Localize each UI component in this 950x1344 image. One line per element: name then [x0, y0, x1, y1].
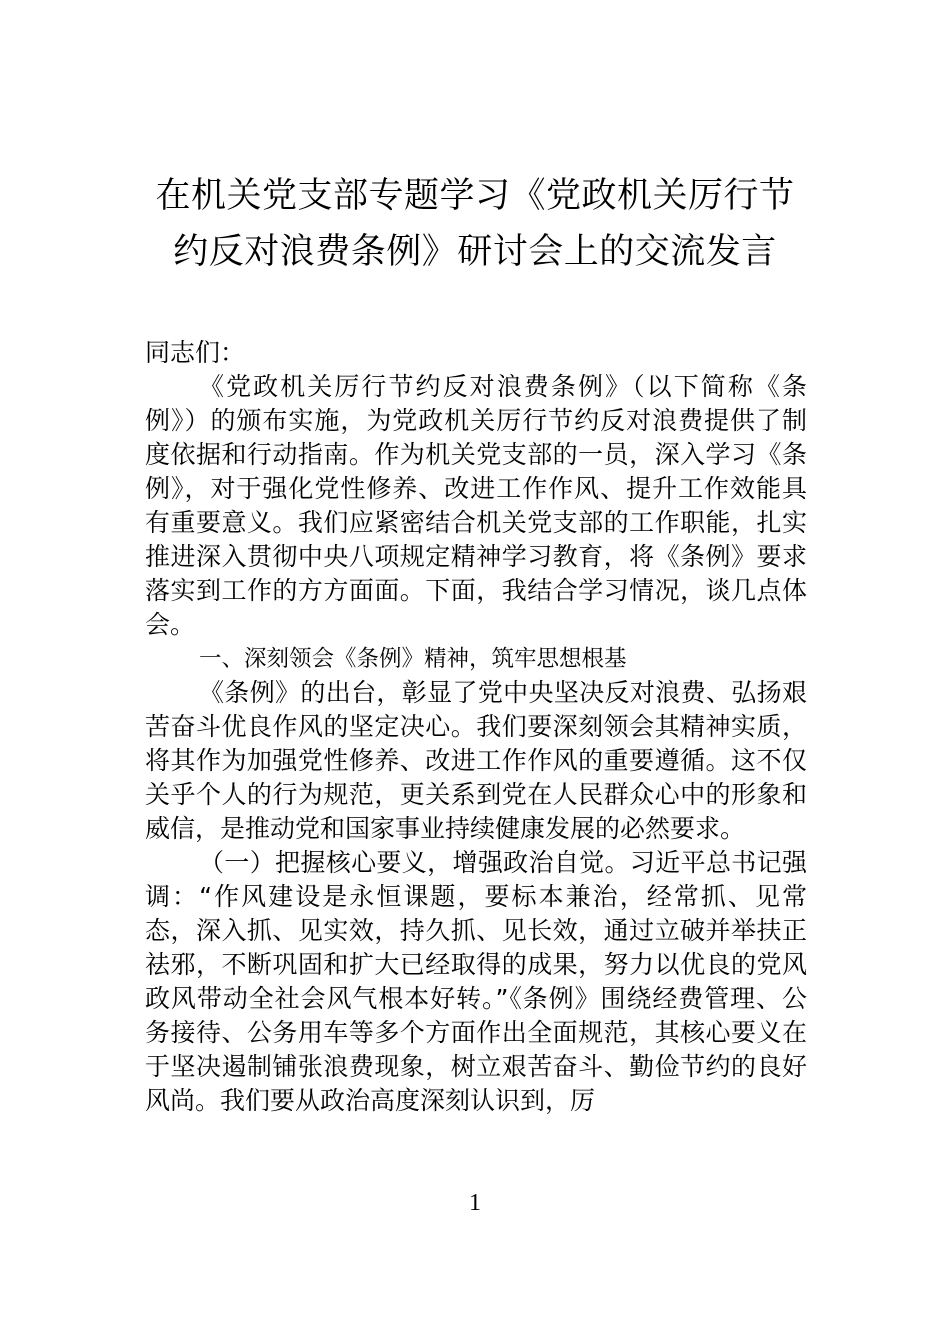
paragraph-subsection-1: （一）把握核心要义，增强政治自觉。习近平总书记强调：“作风建设是永恒课题，要标本兼治，经常抓、见常态，深入抓、见实效，持久抓、见长效，通过立破并举扶正祛邪，不断巩固和扩大已经取得的成果，努力以优良的党风政风带动全社会风气根本好转。”《条例》围绕经费管理、公务接待、公务用车等多个方面作出全面规范，其核心要义在于坚决遏制铺张浪费现象，树立艰苦奋斗、勤俭节约的良好风尚。我们要从政治高度深刻认识到，厉 [145, 848, 807, 1115]
title-line-1: 在机关党支部专题学习《党政机关厉行节 [155, 176, 795, 216]
paragraph-intro: 《党政机关厉行节约反对浪费条例》（以下简称《条例》）的颁布实施，为党政机关厉行节约反对浪费提供了制度依据和行动指南。作为机关党支部的一员，深入学习《条例》，对于强化党性修养、改进工作作风、提升工作效能具有重要意义。我们应紧密结合机关党支部的工作职能，扎实推进深入贯彻中央八项规定精神学习教育，将《条例》要求落实到工作的方方面面。下面，我结合学习情况，谈几点体会。 [145, 372, 807, 639]
paragraph-section-1: 《条例》的出台，彰显了党中央坚决反对浪费、弘扬艰苦奋斗优良作风的坚定决心。我们要深刻领会其精神实质，将其作为加强党性修养、改进工作作风的重要遵循。这不仅关乎个人的行为规范，更关系到党在人民群众心中的形象和威信，是推动党和国家事业持续健康发展的必然要求。 [145, 678, 807, 843]
salutation: 同志们： [145, 338, 246, 367]
page-number: 1 [469, 1190, 481, 1216]
document-body [145, 336, 807, 1118]
document-title [145, 168, 805, 280]
title-line-2: 约反对浪费条例》研讨会上的交流发言 [173, 232, 777, 272]
section-heading-1: 一、深刻领会《条例》精神，筑牢思想根基 [199, 646, 627, 672]
